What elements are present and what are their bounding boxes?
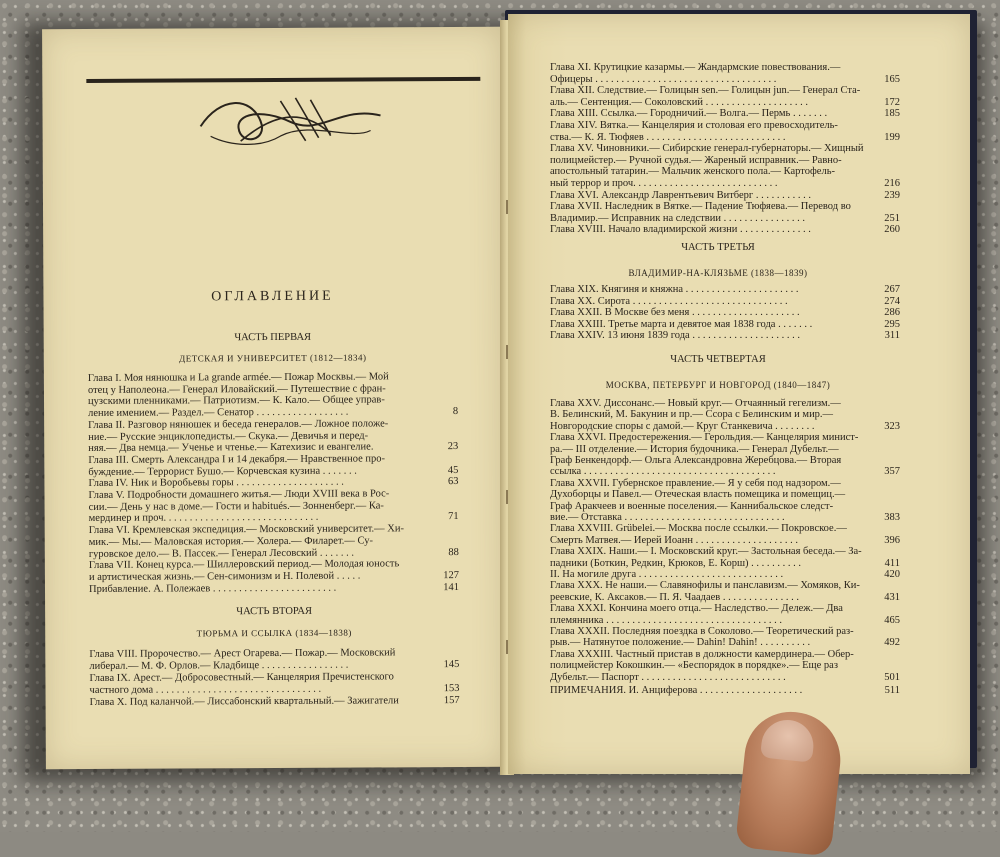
toc-entry: Глава XXXI. Кончина моего отца.— Наследство.— Дележ.— Два — [550, 603, 843, 615]
toc-entry: Глава VII. Конец курса.— Шиллеровский период.— Молодая юность — [88, 558, 400, 572]
toc-page-number: 172 — [884, 96, 900, 108]
toc-entry: Глава XXIII. Третье марта и девятое мая 1838 года . . . . . . . — [550, 318, 813, 330]
toc-page-number: 239 — [884, 189, 900, 201]
toc-page-number: 431 — [884, 591, 900, 603]
toc-page-number: 311 — [884, 330, 900, 341]
toc-entry: Прибавление. А. Полежаев . . . . . . . . . . . . . . . . . . . . . . . . — [88, 582, 337, 595]
toc-entry: частного дома . . . . . . . . . . . . . . . . . . . . . . . . . . . . . . . . — [89, 683, 322, 696]
toc-entry: полицмейстер Кокошкин.— «Беспорядок в порядке».— Еще раз — [550, 660, 838, 672]
part-subtitle: ДЕТСКАЯ И УНИВЕРСИТЕТ (1812—1834) — [179, 352, 367, 364]
header-rule — [86, 77, 480, 83]
toc-page-number: 185 — [884, 108, 900, 120]
toc-entry: Глава XVIII. Начало владимирской жизни . . . . . . . . . . . . . . — [550, 224, 811, 236]
toc-entry: Глава VIII. Пророчество.— Арест Огарева.— Пожар.— Московский — [89, 647, 396, 660]
toc-entry: полицмейстер.— Ручной судья.— Жареный исправник.— Равно- — [550, 154, 842, 166]
toc-entry: Глава XV. Чиновники.— Сибирские генерал-губернаторы.— Хищный — [550, 143, 864, 155]
toc-page-number: 465 — [884, 614, 900, 626]
toc-entry: Глава XXVI. Предостережения.— Герольдия.— Канцелярия минист- — [550, 432, 859, 444]
toc-entry: Глава IX. Арест.— Добросовестный.— Канцелярия Пречистенского — [89, 671, 394, 684]
toc-entry: вие.— Отставка . . . . . . . . . . . . . . . . . . . . . . . . . . . . . . . — [550, 512, 785, 523]
toc-page-number: 145 — [443, 659, 460, 671]
toc-page-number: 511 — [884, 685, 900, 696]
toc-entry: аль.— Сентенция.— Соколовский . . . . . . . . . . . . . . . . . . . . — [550, 96, 808, 108]
toc-entry: Глава IV. Ник и Воробьевы горы . . . . . . . . . . . . . . . . . . . . . — [88, 476, 344, 490]
toc-page-number: 8 — [452, 406, 459, 418]
toc-page-number: 45 — [447, 464, 459, 476]
toc-entry: Глава XXXII. Последняя поездка в Соколово.— Теоретический раз- — [550, 626, 854, 637]
toc-entry: Глава V. Подробности домашнего житья.— Люди XVIII века в Рос- — [88, 488, 390, 501]
toc-entry: мердинер и проч. . . . . . . . . . . . . . . . . . . . . . . . . . . . . . — [88, 512, 319, 525]
flourish-ornament — [180, 85, 400, 156]
toc-page-number: 295 — [884, 318, 900, 330]
toc-entry: Новгородские споры с дамой.— Круг Станкевича . . . . . . . . — [550, 420, 815, 432]
toc-entry: сии.— День у нас в доме.— Гости и habitués.— Зонненберг.— Ка- — [88, 500, 384, 513]
toc-entry: отец у Наполеона.— Генерал Иловайский.— Путешествие с фран- — [87, 383, 386, 396]
toc-entry: ный террор и проч. . . . . . . . . . . . . . . . . . . . . . . . . . . . — [550, 178, 778, 189]
toc-entry: Духоборцы и Павел.— Отеческая власть помещика и помещиц.— — [550, 489, 846, 501]
toc-entry: апостольный татарин.— Мальчик женского пола.— Картофель- — [550, 166, 835, 178]
toc-entry: Глава XXII. В Москве без меня . . . . . . . . . . . . . . . . . . . . . — [550, 307, 800, 318]
toc-entry: Глава II. Разговор нянюшек и беседа генералов.— Ложное положе- — [88, 418, 389, 431]
toc-entry: цузскими пленниками.— Патриотизм.— К. Кало.— Общее управ- — [87, 394, 385, 408]
toc-page-number: 420 — [884, 569, 900, 580]
toc-entry: гуровское дело.— В. Пассек.— Генерал Лесовский . . . . . . . — [88, 547, 354, 560]
toc-entry: Глава XIII. Ссылка.— Городничий.— Волга.— Пермь . . . . . . . — [550, 108, 828, 120]
part-title: ЧАСТЬ ЧЕТВЕРТАЯ — [670, 354, 766, 365]
toc-page-number: 274 — [884, 295, 900, 307]
toc-entry: мик.— Мы.— Маловская история.— Холера.— Филарет.— Су- — [88, 535, 374, 548]
toc-page-number: 127 — [443, 569, 459, 582]
toc-page-number: 199 — [884, 131, 900, 143]
part-subtitle: ТЮРЬМА И ССЫЛКА (1834—1838) — [196, 627, 352, 639]
toc-entry: Глава XXXIII. Частный пристав в должности камердинера.— Обер- — [550, 648, 854, 660]
toc-page-number: 286 — [884, 307, 900, 318]
toc-page-number: 88 — [448, 546, 459, 558]
toc-heading: ОГЛАВЛЕНИЕ — [211, 288, 334, 305]
toc-page-number: 383 — [884, 512, 900, 523]
toc-entry: Глава X. Под каланчой.— Лиссабонский квартальный.— Зажигатели — [89, 695, 399, 708]
toc-entry: ра.— III отделение.— История будочника.— Генерал Дубельт.— — [550, 443, 839, 455]
toc-page-number: 71 — [448, 511, 459, 523]
toc-entry: рыв.— Натянутое положение.— Dahin! Dahin! . . . . . . . . . . — [550, 637, 811, 649]
toc-page-number: 153 — [443, 683, 460, 695]
toc-entry: Глава III. Смерть Александра I и 14 декабря.— Нравственное про- — [88, 453, 386, 466]
toc-entry: ства.— К. Я. Тюфяев . . . . . . . . . . . . . . . . . . . . . . . . . . . — [550, 131, 786, 143]
toc-entry: Глава XIV. Вятка.— Канцелярия и столовая его превосходитель- — [550, 120, 838, 131]
toc-entry: Глава XXVIII. Grübelei.— Москва после ссылки.— Покровское.— — [550, 523, 847, 535]
toc-page-number: 396 — [884, 534, 900, 546]
toc-entry: Граф Бенкендорф.— Ольга Александровна Жеребцова.— Вторая — [550, 455, 842, 466]
part-subtitle: МОСКВА, ПЕТЕРБУРГ И НОВГОРОД (1840—1847) — [605, 380, 831, 390]
toc-page-number: 323 — [884, 420, 900, 432]
toc-entry: Глава XXX. Не наши.— Славянофилы и панславизм.— Хомяков, Ки- — [550, 580, 860, 592]
part-subtitle: ВЛАДИМИР-НА-КЛЯЗЬМЕ (1838—1839) — [628, 268, 808, 278]
toc-entry: Граф Аракчеев и военные поселения.— Каннибальское следст- — [550, 500, 834, 512]
toc-entry: ление имением.— Раздел.— Сенатор . . . . . . . . . . . . . . . . . . — [88, 406, 349, 420]
toc-entry: Смерть Матвея.— Иерей Иоанн . . . . . . . . . . . . . . . . . . . . — [550, 534, 799, 546]
right-page — [508, 14, 970, 774]
toc-page-number: 216 — [884, 178, 900, 189]
toc-entry: Глава XVII. Наследник в Вятке.— Падение Тюфяева.— Перевод во — [550, 201, 851, 213]
toc-page-number: 23 — [447, 441, 459, 453]
left-page — [42, 27, 504, 769]
toc-page-number: 501 — [884, 671, 900, 683]
toc-entry: ПРИМЕЧАНИЯ. И. Анциферова . . . . . . . . . . . . . . . . . . . . — [550, 685, 803, 696]
toc-page-number: 260 — [884, 224, 900, 236]
toc-page-number: 165 — [884, 73, 900, 85]
part-title: ЧАСТЬ ПЕРВАЯ — [234, 331, 312, 344]
toc-entry: племянника . . . . . . . . . . . . . . . . . . . . . . . . . . . . . . . . . . — [550, 614, 782, 626]
toc-page-number: 411 — [884, 557, 900, 569]
toc-entry: Глава XII. Следствие.— Голицын sen.— Голицын jun.— Генерал Ста- — [550, 85, 861, 97]
toc-entry: Владимир.— Исправник на следствии . . . . . . . . . . . . . . . . — [550, 212, 805, 224]
toc-entry: ние.— Русские энциклопедисты.— Скука.— Девичья и перед- — [88, 430, 369, 443]
toc-entry: В. Белинский, М. Бакунин и пр.— Ссора с Белинским и мир.— — [550, 409, 834, 421]
toc-entry: буждение.— Террорист Бушо.— Корчевская кузина . . . . . . . — [88, 465, 357, 478]
toc-page-number: 63 — [447, 476, 459, 488]
toc-entry: либерал.— М. Ф. Орлов.— Кладбище . . . . . . . . . . . . . . . . . — [89, 659, 349, 672]
toc-entry: Глава I. Моя нянюшка и La grande armée.— Пожар Москвы.— Мой — [87, 371, 389, 384]
toc-page-number: 357 — [884, 466, 900, 478]
toc-entry: и артистическая жизнь.— Сен-симонизм и Н. Полевой . . . . . — [88, 570, 361, 583]
part-title: ЧАСТЬ ТРЕТЬЯ — [681, 242, 755, 253]
toc-entry: Глава XXV. Диссонанс.— Новый круг.— Отчаянный гегелизм.— — [550, 398, 841, 409]
toc-entry: падники (Боткин, Редкин, Крюков, Е. Корш) . . . . . . . . . . — [550, 557, 802, 569]
toc-page-number: 492 — [884, 637, 900, 649]
toc-entry: Глава XX. Сирота . . . . . . . . . . . . . . . . . . . . . . . . . . . . . . — [550, 295, 788, 307]
toc-entry: ссылка . . . . . . . . . . . . . . . . . . . . . . . . . . . . . . . . . . . . . — [550, 466, 776, 478]
toc-entry: II. На могиле друга . . . . . . . . . . . . . . . . . . . . . . . . . . . . — [550, 569, 784, 580]
toc-page-number: 267 — [884, 284, 900, 295]
toc-page-number: 141 — [443, 581, 460, 593]
toc-entry: Офицеры . . . . . . . . . . . . . . . . . . . . . . . . . . . . . . . . . . . — [550, 73, 777, 85]
toc-entry: Глава XXIV. 13 июня 1839 года . . . . . . . . . . . . . . . . . . . . . — [550, 330, 800, 341]
toc-page-number: 251 — [884, 212, 900, 224]
toc-entry: Глава XXIX. Наши.— I. Московский круг.— Застольная беседа.— За- — [550, 546, 862, 558]
toc-entry: Глава XVI. Александр Лаврентьевич Витберг . . . . . . . . . . . — [550, 189, 811, 201]
toc-entry: Глава XXVII. Губернское правление.— Я у себя под надзором.— — [550, 477, 841, 489]
toc-entry: Глава XI. Крутицкие казармы.— Жандармские повествования.— — [550, 62, 841, 73]
toc-page-number: 157 — [443, 695, 460, 707]
part-title: ЧАСТЬ ВТОРАЯ — [236, 605, 313, 618]
toc-entry: Глава XIX. Княгиня и княжна . . . . . . . . . . . . . . . . . . . . . . — [550, 284, 799, 295]
toc-entry: Дубельт.— Паспорт . . . . . . . . . . . . . . . . . . . . . . . . . . . . — [550, 671, 786, 683]
toc-entry: Глава VI. Кремлевская экспедиция.— Московский университет.— Хи- — [88, 523, 404, 537]
toc-entry: реевские, К. Аксаков.— П. Я. Чаадаев . . . . . . . . . . . . . . . — [550, 591, 800, 603]
toc-entry: няя.— Два немца.— Ученье и чтенье.— Катехизис и евангелие. — [88, 441, 374, 455]
